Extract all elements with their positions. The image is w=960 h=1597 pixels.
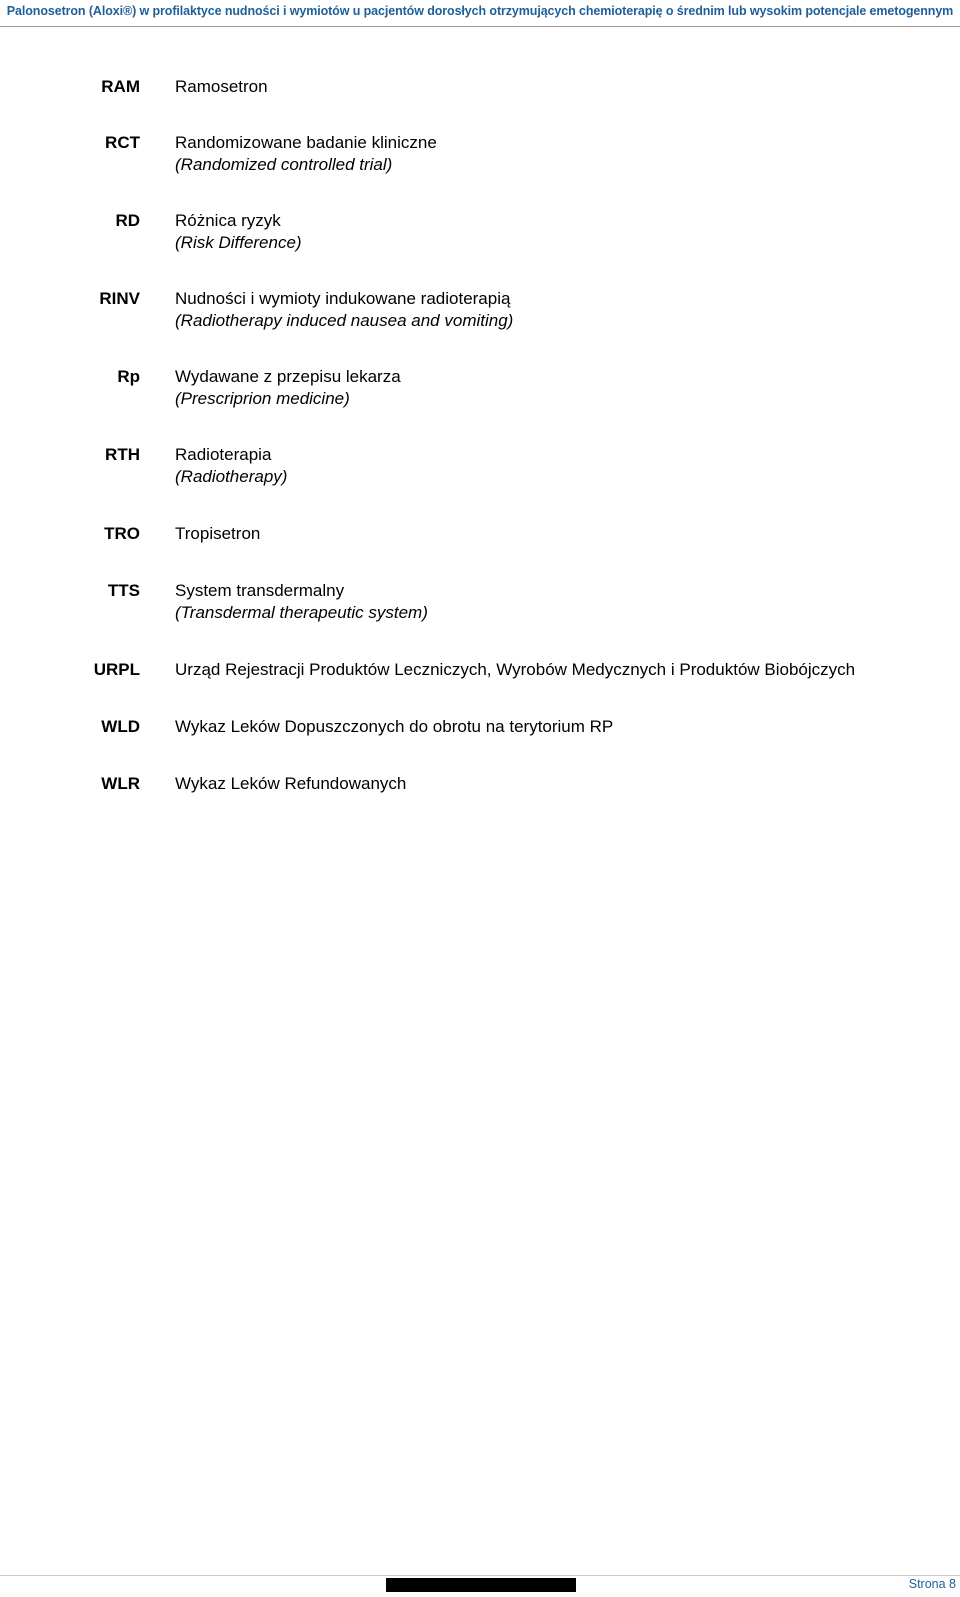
description-polish: Ramosetron: [175, 77, 268, 96]
abbreviation-term: RAM: [101, 77, 140, 96]
description-english: (Risk Difference): [175, 233, 302, 252]
description-polish: Randomizowane badanie kliniczne: [175, 133, 437, 152]
abbreviation-description: [175, 523, 260, 545]
abbreviation-description: [175, 444, 287, 488]
abbreviation-row: [0, 523, 260, 545]
description-polish: Nudności i wymioty indukowane radioterapią: [175, 289, 511, 308]
description-english: (Transdermal therapeutic system): [175, 603, 428, 622]
abbreviation-row: [0, 444, 287, 488]
footer-divider: [0, 1575, 960, 1576]
abbreviation-term: TRO: [104, 524, 140, 543]
description-polish: Urząd Rejestracji Produktów Leczniczych, Wyrobów Medycznych i Produktów Biobójczych: [175, 660, 856, 679]
redaction-bar: [386, 1578, 576, 1592]
abbreviation-term: RD: [115, 211, 140, 230]
abbreviation-description: [175, 366, 401, 410]
abbreviation-list: [0, 76, 960, 793]
description-english: (Radiotherapy induced nausea and vomiting): [175, 311, 514, 330]
abbreviation-description: [175, 288, 513, 332]
abbreviation-row: [0, 76, 960, 98]
abbreviation-row: [0, 659, 855, 681]
abbreviation-description: [175, 210, 302, 254]
description-polish: Wykaz Leków Dopuszczonych do obrotu na terytorium RP: [175, 717, 614, 736]
abbreviation-row: [0, 773, 406, 795]
abbreviation-row: [0, 288, 513, 332]
abbreviation-description: [175, 773, 406, 795]
abbreviation-description: [175, 132, 437, 176]
abbreviation-term: WLD: [101, 717, 140, 736]
description-polish: Różnica ryzyk: [175, 211, 281, 230]
abbreviation-term: RCT: [105, 133, 140, 152]
description-polish: Wykaz Leków Refundowanych: [175, 774, 407, 793]
abbreviation-term: URPL: [93, 660, 140, 679]
abbreviation-row: [0, 132, 437, 176]
description-english: (Radiotherapy): [175, 467, 288, 486]
abbreviation-term: Rp: [117, 367, 140, 386]
abbreviation-term: RINV: [99, 289, 140, 308]
description-polish: Tropisetron: [175, 524, 261, 543]
page-header: Palonosetron (Aloxi®) w profilaktyce nudności i wymiotów u pacjentów dorosłych otrzymujących chemioterapię o średnim lub wysokim potencjale emetogennym: [6, 4, 954, 18]
abbreviation-description: [175, 580, 428, 624]
header-divider: [0, 26, 960, 27]
abbreviation-term: RTH: [105, 445, 140, 464]
abbreviation-term: TTS: [107, 581, 140, 600]
abbreviation-term: WLR: [101, 774, 140, 793]
abbreviation-description: [175, 659, 855, 681]
description-polish: System transdermalny: [175, 581, 345, 600]
description-polish: Wydawane z przepisu lekarza: [175, 367, 401, 386]
abbreviation-row: [0, 716, 613, 738]
abbreviation-row: [0, 580, 428, 624]
page-number: Strona 8: [908, 1577, 956, 1591]
abbreviation-description: [175, 76, 268, 98]
description-english: (Randomized controlled trial): [175, 155, 393, 174]
abbreviation-row: [0, 366, 401, 410]
description-polish: Radioterapia: [175, 445, 272, 464]
abbreviation-description: [175, 716, 613, 738]
abbreviation-row: [0, 210, 302, 254]
description-english: (Prescriprion medicine): [175, 389, 350, 408]
